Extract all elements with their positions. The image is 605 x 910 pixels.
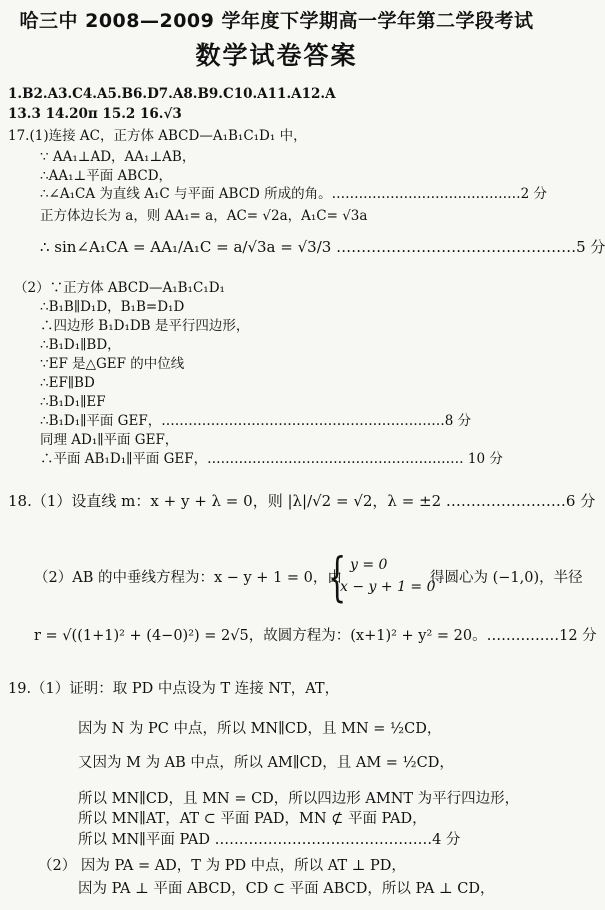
- answer-line-19-3: 又因为 M 为 AB 中点，所以 AM∥CD，且 AM = ½CD，: [78, 755, 454, 771]
- system-eq-2: x − y + 1 = 0: [340, 579, 436, 595]
- answer-line-19-1: 19.（1）证明：取 PD 中点设为 T 连接 NT，AT，: [8, 681, 340, 697]
- answer-line-19-5: 所以 MN∥AT，AT ⊂ 平面 PAD，MN ⊄ 平面 PAD，: [78, 811, 427, 827]
- answer-line-19-2: 因为 N 为 PC 中点，所以 MN∥CD，且 MN = ½CD，: [78, 721, 442, 737]
- page-subtitle: 数学试卷答案: [195, 41, 358, 70]
- answer-line-17-7: （2）∵正方体 ABCD—A₁B₁C₁D₁: [14, 280, 225, 296]
- answer-line-19-4: 所以 MN∥CD，且 MN = CD，所以四边形 AMNT 为平行四边形，: [78, 791, 520, 807]
- answer-line-17-8: ∴B₁B∥D₁D，B₁B=D₁D: [40, 299, 185, 315]
- answer-line-18-4: r = √((1+1)² + (4−0)²) = 2√5，故圆方程为：(x+1)² + y² = 20。……………12 分: [34, 628, 597, 644]
- page-title: 哈三中 2008—2009 学年度下学期高一学年第二学段考试: [19, 10, 534, 32]
- answer-line-17-14: ∴B₁D₁∥平面 GEF，………………………………………………………8 分: [40, 413, 472, 429]
- answer-line-17-9: ∴四边形 B₁D₁DB 是平行四边形，: [40, 318, 250, 334]
- answer-line-17-10: ∴B₁D₁∥BD，: [40, 337, 121, 353]
- answer-line-19-6: 所以 MN∥平面 PAD ………………………………………4 分: [78, 832, 461, 848]
- answer-line-19-7: （2） 因为 PA = AD，T 为 PD 中点，所以 AT ⊥ PD，: [38, 858, 406, 874]
- answer-line-17-2: ∵ AA₁⊥AD，AA₁⊥AB，: [40, 149, 196, 165]
- answer-line-17-3: ∴AA₁⊥平面 ABCD，: [40, 168, 173, 184]
- answer-line-17-12: ∴EF∥BD: [40, 375, 95, 391]
- answer-line-17-1: 17.(1)连接 AC，正方体 ABCD—A₁B₁C₁D₁ 中，: [8, 128, 307, 144]
- system-eq-1: y = 0: [350, 557, 388, 573]
- answer-line-mc: 1.B2.A3.C4.A5.B6.D7.A8.B9.C10.A11.A12.A: [8, 86, 336, 102]
- answer-line-17-6: ∴ sin∠A₁CA = AA₁/A₁C = a/√3a = √3/3 …………………………………………5 分: [40, 238, 605, 256]
- answer-line-18-3: 得圆心为 (−1,0)，半径: [430, 570, 583, 586]
- answer-line-17-13: ∴B₁D₁∥EF: [40, 394, 106, 410]
- answer-line-17-15: 同理 AD₁∥平面 GEF，: [40, 432, 179, 448]
- answer-line-fill: 13.3 14.20π 15.2 16.√3: [8, 106, 182, 122]
- answer-line-18-2: （2）AB 的中垂线方程为：x − y + 1 = 0，由: [34, 570, 342, 586]
- answer-line-17-5: 正方体边长为 a，则 AA₁= a，AC= √2a，A₁C= √3a: [40, 208, 368, 224]
- equation-system: [328, 548, 436, 608]
- answer-line-19-8: 因为 PA ⊥ 平面 ABCD，CD ⊂ 平面 ABCD，所以 PA ⊥ CD，: [78, 881, 495, 897]
- answer-line-17-4: ∴∠A₁CA 为直线 A₁C 与平面 ABCD 所成的角。……………………………………2 分: [40, 186, 548, 202]
- answer-line-18-1: 18.（1）设直线 m：x + y + λ = 0，则 |λ|/√2 = √2，λ = ±2 ……………………6 分: [8, 492, 596, 510]
- answer-line-17-11: ∵EF 是△GEF 的中位线: [40, 356, 185, 372]
- answer-line-17-16: ∴平面 AB₁D₁∥平面 GEF，………………………………………………… 10 分: [40, 451, 503, 467]
- left-brace-icon: {: [328, 548, 347, 608]
